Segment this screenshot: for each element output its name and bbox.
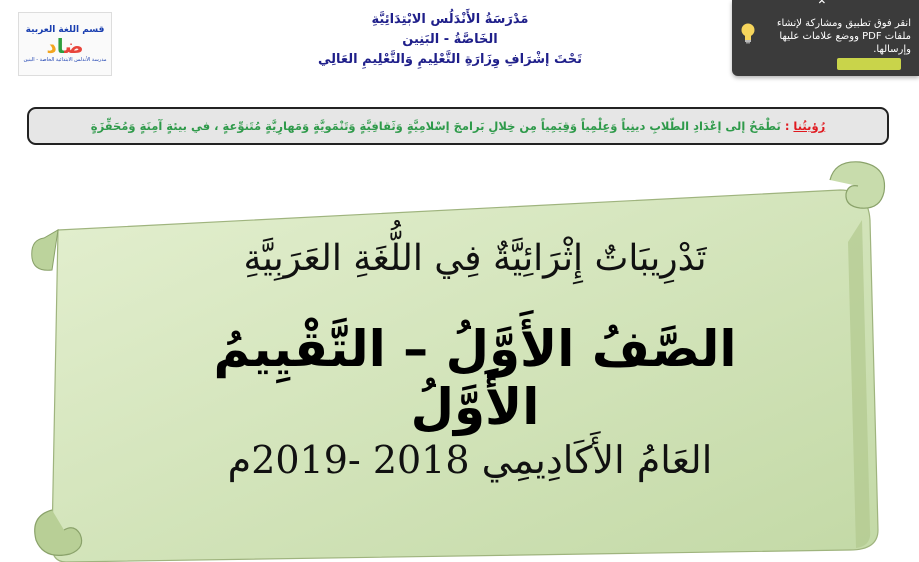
logo-mark (46, 35, 83, 57)
pdf-notice-popup[interactable] (732, 0, 919, 76)
school-branch: الخَاصَّةُ - البَنِين (402, 32, 498, 47)
pdf-notice-text: انقر فوق تطبيق ومشاركة لإنشاء ملفات PDF ووضع علامات عليها وإرسالها. (776, 18, 911, 55)
chevron-up-icon[interactable]: ⌃ (816, 0, 828, 14)
logo-mark-part: د (46, 34, 57, 58)
notice-highlight (837, 58, 901, 70)
vision-banner (27, 107, 889, 145)
school-logo (18, 12, 112, 76)
logo-top-text: قسم اللغة العربية (25, 25, 105, 35)
logo-mark-part: ا (56, 34, 65, 58)
vision-label: رُؤيتُنا (793, 119, 826, 133)
school-ministry: تَحْتَ إشْرَافِ وِزَارَةِ التَّعْلِيمِ وَالتَّعْلِيمِ العَالِي (318, 52, 582, 67)
school-header (300, 10, 600, 70)
scroll-year: العَامُ الأَكَادِيمِي 2018 -2019م (227, 438, 713, 482)
scroll-title: تَدْرِيبَاتٌ إِثْرَائِيَّةٌ فِي اللُّغَةِ العَرَبِيَّةِ (243, 238, 707, 279)
scroll-subtitle: الصَّفُ الأَوَّلُ – التَّقْيِيمُ الأَوَّلُ (213, 320, 737, 436)
vision-separator: : (784, 119, 790, 133)
logo-bottom-text: مدرسة الأندلس الابتدائية الخاصة - البنين (23, 57, 107, 63)
vision-text: نَطْمَحُ إلى إعْدَادِ الطّلابِ دينِياً وَعِلْمِياً وَقِيَمِياً مِن خِلالِ بَرامجَ إسْلامِيَّةٍ وَثَقافِيَّةٍ وَتَنْمَويَّةٍ وَمَهارِيَّةٍ مُتَنوِّعةٍ ، في بيئةٍ آمِنَةٍ وَمُحَفِّزَةٍ (90, 119, 781, 133)
lightbulb-icon (740, 22, 756, 44)
school-name: مَدْرَسَةُ الأَنْدَلُس الابْتِدَائِيَّةِ (371, 12, 529, 27)
logo-mark-part: ض (64, 34, 84, 58)
